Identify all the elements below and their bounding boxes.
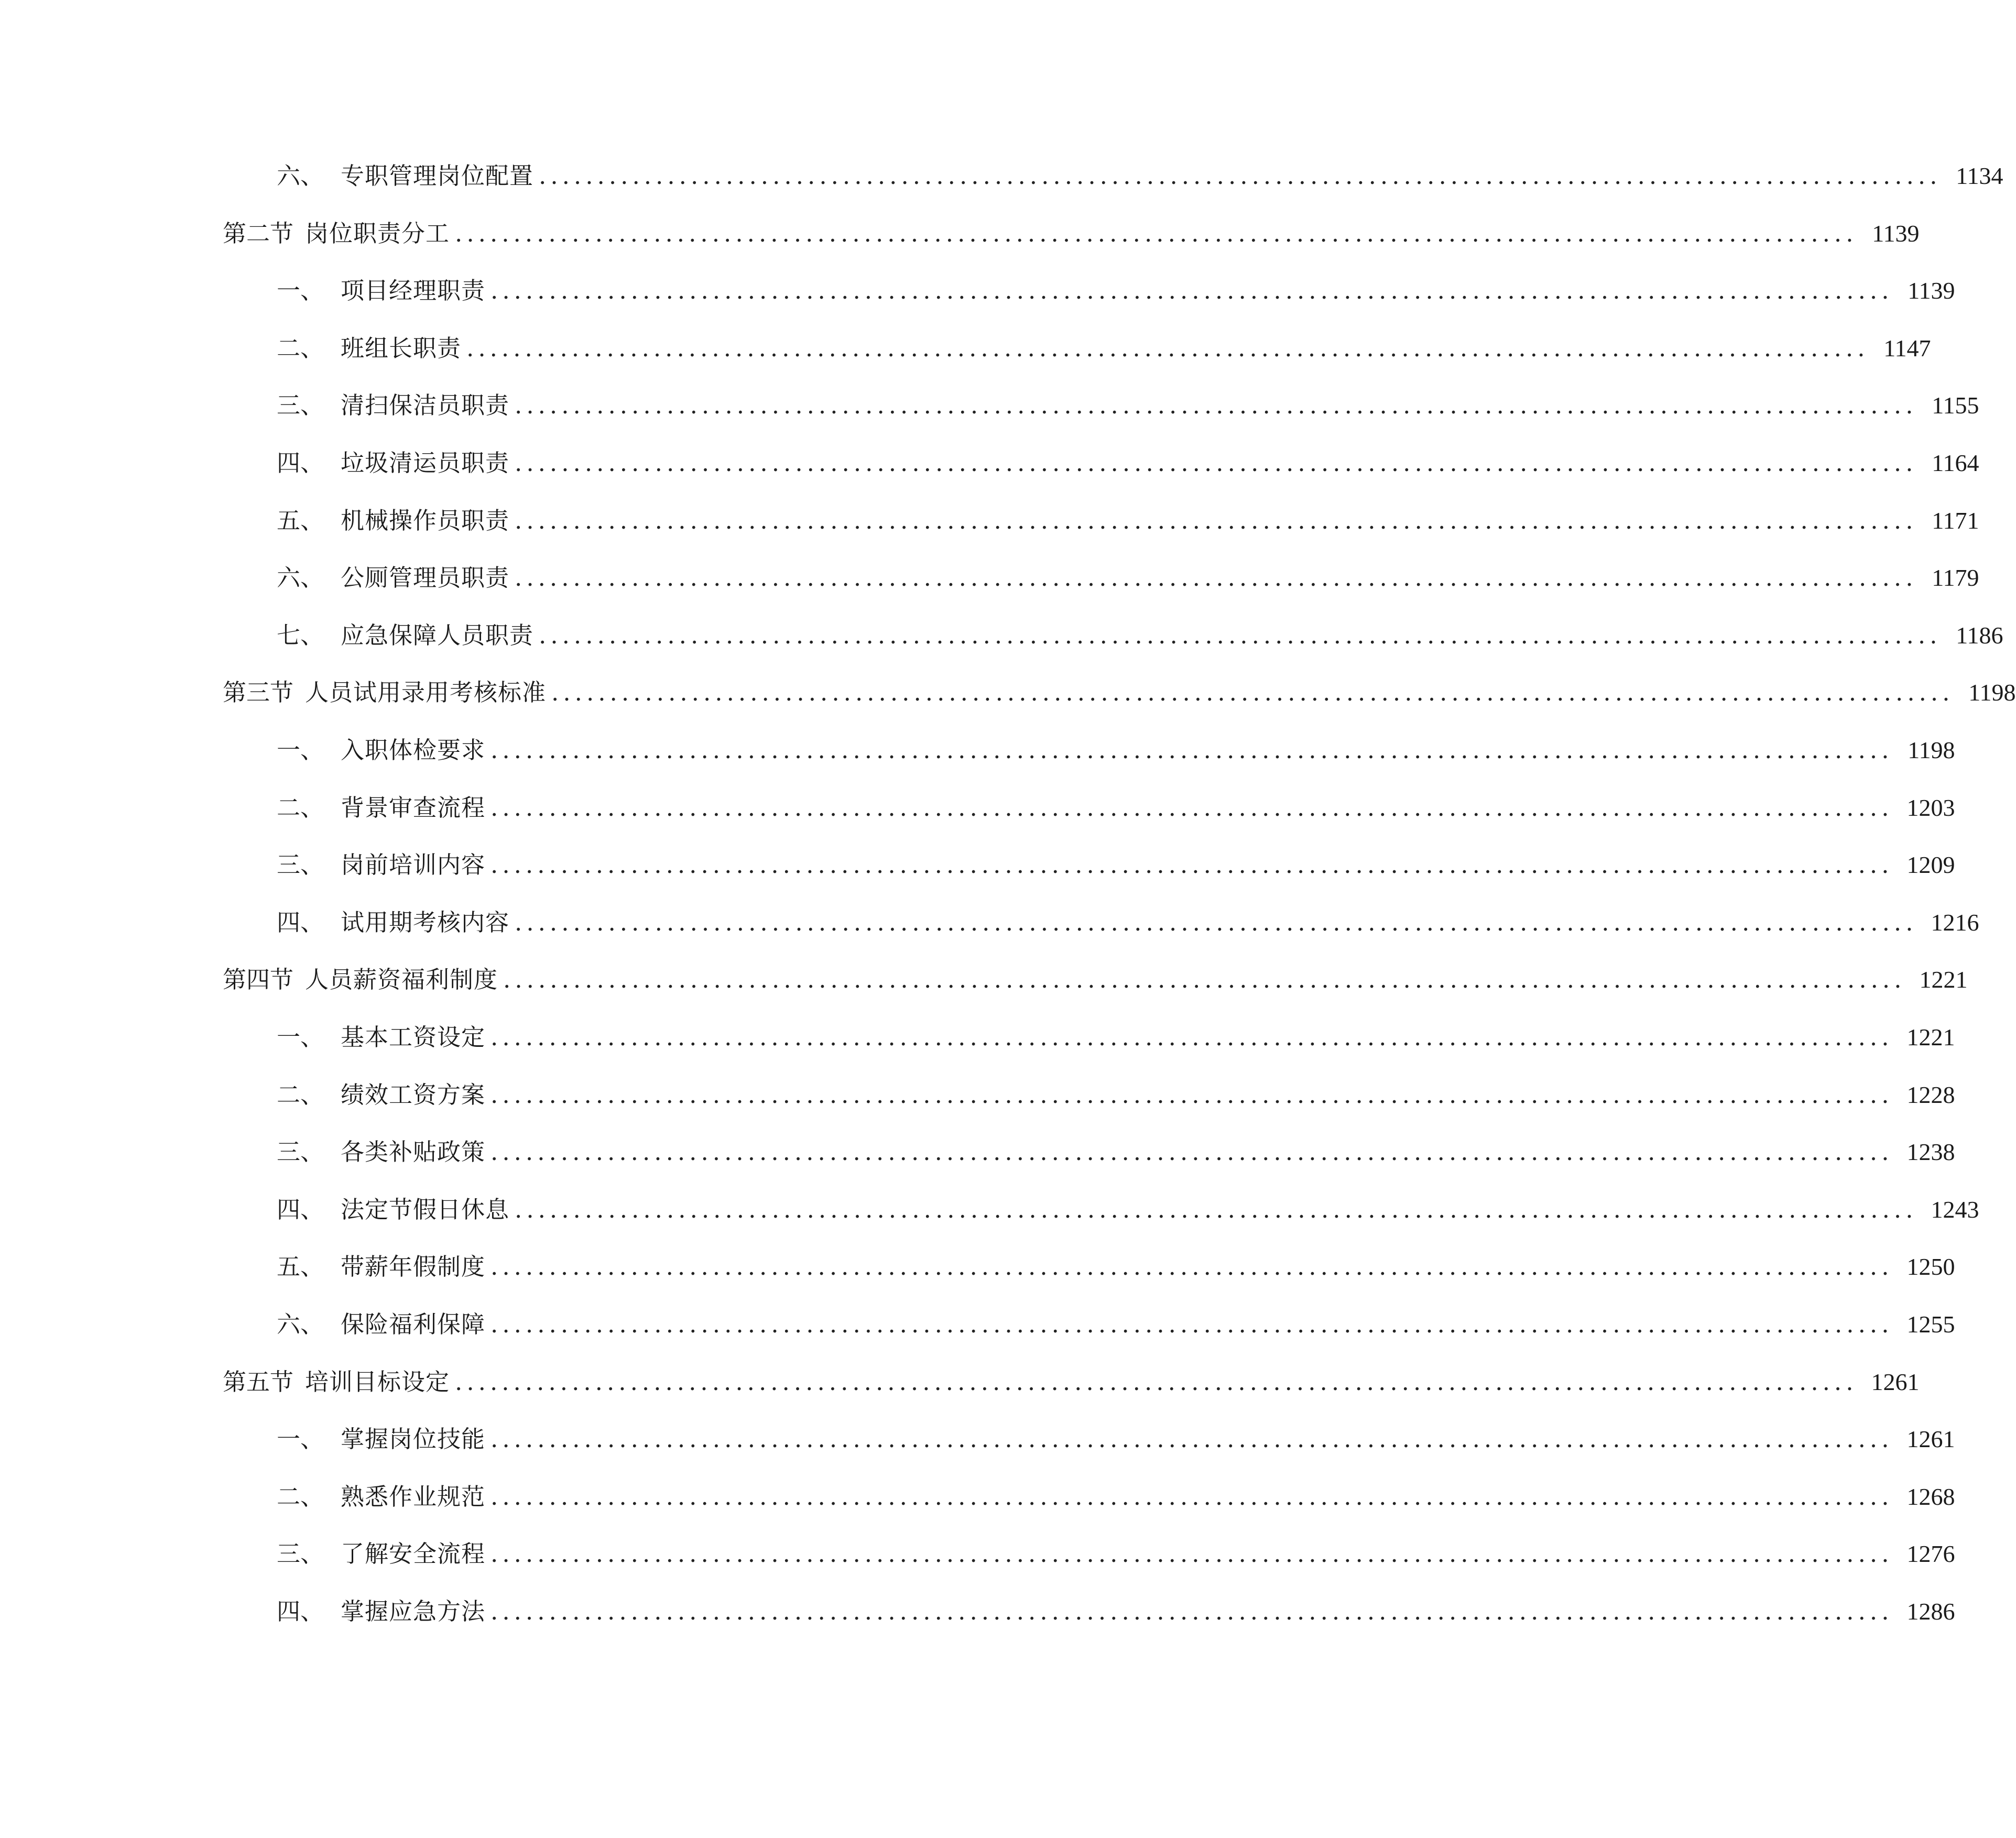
toc-entry-number: 四、 — [277, 1598, 324, 1625]
toc-section-title: 人员试用录用考核标准 — [305, 679, 547, 706]
dot-leader: ........................................................................................................................ — [515, 564, 1917, 592]
dot-leader: ........................................................................................................................ — [515, 909, 1917, 936]
toc-entry-page: 1164 — [1932, 450, 1979, 476]
toc-entry-number: 一、 — [277, 736, 324, 764]
dot-leader: ........................................................................................................................ — [491, 1253, 1893, 1281]
toc-entry-title: 班组长职责 — [341, 334, 462, 362]
dot-leader: ........................................................................................................................ — [515, 391, 1917, 419]
toc-entry-page: 1139 — [1908, 277, 1955, 304]
toc-entry[interactable] — [0, 500, 1979, 542]
toc-entry-number: 二、 — [277, 334, 324, 362]
toc-entry-page: 1198 — [1908, 737, 1955, 763]
dot-leader: ........................................................................................................................ — [491, 1023, 1893, 1051]
toc-entry-page: 1250 — [1906, 1253, 1955, 1280]
toc-entry-title: 基本工资设定 — [341, 1023, 486, 1051]
toc-section-number: 第四节 — [223, 966, 294, 993]
toc-entry[interactable] — [0, 1476, 1955, 1518]
toc-entry-title: 掌握岗位技能 — [341, 1425, 486, 1453]
dot-leader: ........................................................................................................................ — [491, 277, 1893, 304]
dot-leader: ........................................................................................................................ — [491, 1310, 1893, 1338]
toc-entry-page: 1255 — [1906, 1311, 1955, 1338]
toc-section-title: 人员薪资福利制度 — [305, 966, 498, 993]
dot-leader: ........................................................................................................................ — [491, 851, 1893, 879]
toc-entry[interactable] — [0, 1304, 1955, 1345]
toc-entry-number: 六、 — [277, 1310, 324, 1338]
toc-entry-number: 六、 — [277, 162, 324, 190]
toc-entry-page: 1171 — [1932, 507, 1979, 534]
dot-leader: ........................................................................................................................ — [515, 1196, 1917, 1223]
toc-entry[interactable] — [0, 327, 1931, 369]
dot-leader: ........................................................................................................................ — [551, 679, 1954, 706]
toc-section-page: 1221 — [1919, 966, 1968, 993]
toc-entry[interactable] — [0, 729, 1955, 771]
toc-entry-number: 五、 — [277, 1253, 324, 1281]
toc-entry[interactable] — [0, 385, 1979, 426]
toc-entry-number: 四、 — [277, 1196, 324, 1223]
toc-entry-title: 熟悉作业规范 — [341, 1483, 486, 1511]
toc-entry[interactable] — [0, 1016, 1955, 1058]
toc-entry[interactable] — [0, 270, 1955, 312]
toc-entry-number: 三、 — [277, 1540, 324, 1568]
toc-entry-page: 1228 — [1906, 1081, 1955, 1108]
toc-entry-number: 一、 — [277, 1023, 324, 1051]
toc-section-entry[interactable] — [0, 213, 1920, 255]
dot-leader: ........................................................................................................................ — [466, 334, 1869, 362]
toc-section-page: 1139 — [1872, 220, 1920, 247]
toc-entry[interactable] — [0, 442, 1979, 484]
toc-entry[interactable] — [0, 902, 1979, 944]
dot-leader: ........................................................................................................................ — [491, 794, 1893, 822]
toc-entry-title: 应急保障人员职责 — [341, 621, 534, 649]
toc-entry-page: 1186 — [1956, 622, 2003, 649]
toc-entry-page: 1276 — [1906, 1540, 1955, 1567]
dot-leader: ........................................................................................................................ — [539, 621, 1942, 649]
dot-leader: ........................................................................................................................ — [491, 736, 1893, 764]
toc-entry-title: 了解安全流程 — [341, 1540, 486, 1568]
toc-entry-page: 1216 — [1931, 909, 1979, 936]
dot-leader: ........................................................................................................................ — [539, 162, 1942, 190]
toc-entry-title: 项目经理职责 — [341, 277, 486, 304]
dot-leader: ........................................................................................................................ — [491, 1483, 1893, 1511]
toc-section-page: 1198 — [1968, 679, 2016, 706]
toc-section-number: 第二节 — [223, 220, 294, 247]
toc-entry-number: 七、 — [277, 621, 324, 649]
toc-entry-title: 各类补贴政策 — [341, 1138, 486, 1166]
toc-entry-page: 1179 — [1932, 564, 1979, 591]
toc-entry[interactable] — [0, 844, 1955, 886]
toc-entry-title: 专职管理岗位配置 — [341, 162, 534, 190]
dot-leader: ........................................................................................................................ — [491, 1540, 1893, 1568]
toc-entry[interactable] — [0, 155, 2003, 197]
toc-entry-number: 六、 — [277, 564, 324, 592]
dot-leader: ........................................................................................................................ — [491, 1598, 1893, 1625]
dot-leader: ........................................................................................................................ — [491, 1081, 1893, 1109]
toc-section-page: 1261 — [1871, 1369, 1920, 1395]
toc-entry-number: 二、 — [277, 1483, 324, 1511]
toc-entry-page: 1238 — [1906, 1139, 1955, 1165]
toc-section-number: 第三节 — [223, 679, 294, 706]
toc-entry[interactable] — [0, 1074, 1955, 1116]
toc-entry-title: 公厕管理员职责 — [341, 564, 510, 592]
dot-leader: ........................................................................................................................ — [491, 1138, 1893, 1166]
toc-entry[interactable] — [0, 615, 2003, 657]
toc-entry-title: 掌握应急方法 — [341, 1598, 486, 1625]
toc-entry-page: 1209 — [1906, 851, 1955, 878]
dot-leader: ........................................................................................................................ — [455, 1368, 1858, 1396]
toc-entry-title: 岗前培训内容 — [341, 851, 486, 879]
toc-entry-number: 五、 — [277, 507, 324, 534]
toc-entry-page: 1134 — [1956, 162, 2003, 189]
dot-leader: ........................................................................................................................ — [491, 1425, 1893, 1453]
toc-entry-page: 1155 — [1932, 392, 1979, 419]
toc-entry-title: 带薪年假制度 — [341, 1253, 486, 1281]
toc-entry-page: 1261 — [1906, 1426, 1955, 1452]
toc-section-entry[interactable] — [0, 959, 1968, 1001]
toc-entry[interactable] — [0, 1418, 1955, 1460]
toc-entry-title: 保险福利保障 — [341, 1310, 486, 1338]
toc-section-entry[interactable] — [0, 1361, 1920, 1403]
toc-entry-page: 1147 — [1883, 335, 1931, 362]
toc-entry-number: 二、 — [277, 794, 324, 822]
toc-entry-page: 1268 — [1906, 1483, 1955, 1510]
toc-entry-number: 四、 — [277, 909, 324, 936]
toc-entry[interactable] — [0, 1246, 1955, 1288]
toc-entry[interactable] — [0, 1591, 1955, 1633]
toc-entry-title: 入职体检要求 — [341, 736, 486, 764]
toc-entry-number: 三、 — [277, 1138, 324, 1166]
toc-entry-number: 一、 — [277, 277, 324, 304]
toc-entry-title: 垃圾清运员职责 — [341, 449, 510, 477]
toc-section-number: 第五节 — [223, 1368, 294, 1396]
toc-entry[interactable] — [0, 557, 1979, 599]
toc-entry-title: 试用期考核内容 — [341, 909, 510, 936]
toc-entry-number: 一、 — [277, 1425, 324, 1453]
toc-entry[interactable] — [0, 1533, 1955, 1575]
dot-leader: ........................................................................................................................ — [455, 220, 1858, 247]
toc-entry[interactable] — [0, 1131, 1955, 1173]
toc-entry[interactable] — [0, 1189, 1979, 1231]
toc-entry-title: 法定节假日休息 — [341, 1196, 510, 1223]
toc-entry-page: 1286 — [1906, 1598, 1955, 1625]
dot-leader: ........................................................................................................................ — [515, 507, 1917, 534]
toc-section-title: 岗位职责分工 — [305, 220, 450, 247]
toc-entry-title: 绩效工资方案 — [341, 1081, 486, 1109]
toc-section-entry[interactable] — [0, 672, 2016, 714]
toc-entry-number: 二、 — [277, 1081, 324, 1109]
toc-entry[interactable] — [0, 787, 1955, 829]
toc-entry-number: 三、 — [277, 851, 324, 879]
toc-entry-number: 四、 — [277, 449, 324, 477]
toc-entry-title: 背景审查流程 — [341, 794, 486, 822]
dot-leader: ........................................................................................................................ — [515, 449, 1917, 477]
toc-entry-title: 机械操作员职责 — [341, 507, 510, 534]
toc-section-title: 培训目标设定 — [305, 1368, 450, 1396]
toc-entry-page: 1203 — [1906, 794, 1955, 821]
toc-entry-page: 1243 — [1931, 1196, 1979, 1223]
toc-entry-title: 清扫保洁员职责 — [341, 391, 510, 419]
toc-entry-page: 1221 — [1906, 1024, 1955, 1051]
toc-entry-number: 三、 — [277, 391, 324, 419]
dot-leader: ........................................................................................................................ — [503, 966, 1906, 993]
